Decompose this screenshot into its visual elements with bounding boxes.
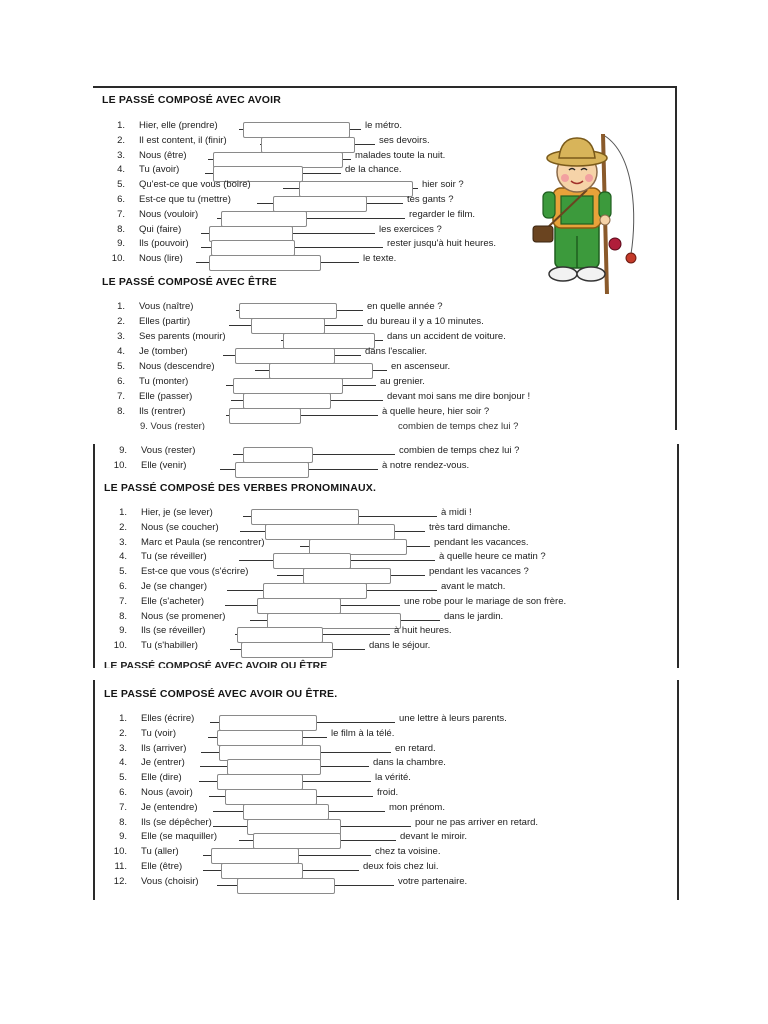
item-prompt: Tu (aller) [141,846,179,858]
item-number: 1. [119,713,127,724]
item-ending: dans la chambre. [373,757,446,769]
exercise-item [95,801,677,816]
item-ending: dans un accident de voiture. [387,331,506,342]
item-prompt: Il est content, il (finir) [139,134,227,146]
item-ending: le film à la télé. [331,727,395,739]
section-heading-etre: LE PASSÉ COMPOSÉ AVEC ÊTRE [102,276,277,288]
exercise-item [95,624,677,639]
answer-blank[interactable] [203,855,371,856]
item-prompt: Est-ce que vous (s'écrire) [141,566,249,578]
worksheet-page-3 [93,680,679,900]
answer-box[interactable] [229,408,301,424]
item-ending: le texte. [363,253,397,265]
answer-blank[interactable] [217,885,394,886]
item-number: 1. [117,301,125,312]
item-number: 1. [119,507,127,518]
exercise-item [95,860,677,875]
item-ending: à quelle heure, hier soir ? [382,406,490,417]
answer-blank[interactable] [201,752,391,753]
answer-blank[interactable] [205,173,341,174]
answer-blank[interactable] [223,355,361,356]
answer-blank[interactable] [213,826,411,827]
item-prompt: Nous (vouloir) [139,208,199,220]
exercise-item [93,300,675,315]
answer-blank[interactable] [208,737,327,738]
answer-blank[interactable] [230,649,365,650]
item-number: 9. [117,238,125,250]
item-prompt: Ses parents (mourir) [139,331,226,342]
exercise-item [95,580,677,595]
answer-blank[interactable] [260,144,375,145]
answer-blank[interactable] [196,262,359,263]
answer-blank[interactable] [243,516,437,517]
answer-blank[interactable] [225,605,400,606]
item-prompt: Elle (venir) [141,460,187,471]
item-prompt: Je (entrer) [141,757,185,769]
exercise-item [95,786,677,801]
answer-blank[interactable] [227,590,437,591]
item-number: 3. [117,149,125,161]
item-number: 9. [119,831,127,843]
answer-blank[interactable] [203,870,359,871]
item-ending: à notre rendez-vous. [382,460,470,471]
answer-blank[interactable] [240,531,425,532]
exercise-item [95,506,677,521]
item-ending: à quelle heure ce matin ? [439,551,546,563]
answer-box[interactable] [241,642,333,658]
exercise-item [95,565,677,580]
answer-blank[interactable] [213,811,385,812]
exercise-item [93,360,675,375]
exercise-item [95,875,677,890]
exercise-item [95,521,677,536]
item-ending: pendant les vacances ? [429,566,529,578]
item-prompt: Nous (se coucher) [141,521,219,533]
item-number: 3. [117,331,125,342]
answer-blank[interactable] [281,340,383,341]
item-ending: dans le jardin. [444,610,504,622]
item-ending: devant moi sans me dire bonjour ! [387,391,531,402]
exercise-item [95,816,677,831]
answer-blank[interactable] [239,129,361,130]
answer-blank[interactable] [226,385,376,386]
exercise-item [93,375,675,390]
item-ending: hier soir ? [422,179,464,191]
section-heading-avoir: LE PASSÉ COMPOSÉ AVEC AVOIR [102,94,282,106]
item-prompt: Qu'est-ce que vous (boire) [139,179,251,191]
item-prompt: Marc et Paula (se rencontrer) [141,536,265,548]
item-ending: le métro. [365,120,402,131]
item-ending: votre partenaire. [398,875,468,887]
answer-blank[interactable] [200,766,369,767]
section-heading-avoir-ou-etre: LE PASSÉ COMPOSÉ AVEC AVOIR OU ÊTRE. [104,688,338,700]
item-prompt: Nous (descendre) [139,361,215,372]
item-prompt: Est-ce que tu (mettre) [139,194,231,205]
item-ending: mon prénom. [389,801,445,813]
item-number: 4. [119,551,127,563]
answer-blank[interactable] [201,247,383,248]
item-ending: froid. [377,787,399,798]
answer-blank[interactable] [277,575,425,576]
item-prompt: Elle (dire) [141,772,182,784]
exercise-item [95,771,677,786]
exercise-item [95,830,677,845]
item-number: 3. [119,536,127,548]
item-ending: pour ne pas arriver en retard. [415,816,539,828]
item-ending: de la chance. [345,164,402,176]
item-number: 7. [119,595,127,607]
item-number: 5. [119,566,127,578]
exercise-item [95,742,677,757]
item-prompt: Tu (monter) [139,376,189,387]
exercise-item [93,330,675,345]
item-number: 8. [119,816,127,828]
item-prompt: Ils (rentrer) [139,406,186,417]
item-number: 3. [119,742,127,754]
item-number: 10. [113,640,127,652]
item-prompt: Elles (partir) [139,316,191,327]
item-prompt: Elle (passer) [139,391,193,402]
item-number: 10. [111,253,125,265]
item-ending: regarder le film. [409,208,475,220]
item-ending: combien de temps chez lui ? [399,445,520,456]
boy-fishing-icon [525,126,655,298]
item-prompt: Ils (arriver) [141,742,187,754]
item-prompt: Hier, elle (prendre) [139,120,218,131]
answer-box[interactable] [209,255,321,271]
answer-blank[interactable] [201,233,375,234]
item-prompt: Tu (avoir) [139,164,180,176]
answer-blank[interactable] [210,722,395,723]
answer-blank[interactable] [231,400,383,401]
item-number: 12. [113,875,127,887]
item-number: 2. [119,727,127,739]
answer-blank[interactable] [220,469,378,470]
item-ending: à midi ! [441,507,472,518]
exercise-item [95,536,677,551]
item-ending: très tard dimanche. [429,521,511,533]
item-number: 9. [119,625,127,637]
item-number: 6. [117,194,125,205]
item-number: 8. [117,406,125,417]
answer-box[interactable] [235,462,309,478]
item-number: 4. [117,346,125,357]
item-number: 4. [117,164,125,176]
item-ending: à huit heures. [394,625,452,637]
exercise-item [95,712,677,727]
exercise-item [95,444,677,459]
item-ending: en quelle année ? [367,301,443,312]
item-ending: avant le match. [441,581,506,592]
item-number: 10. [113,846,127,858]
item-number: 9. [119,445,127,456]
item-number: 4. [119,757,127,769]
answer-blank[interactable] [217,218,405,219]
item-prompt: Tu (s'habiller) [141,640,198,652]
item-prompt: Ils (se dépêcher) [141,816,212,828]
item-prompt: Nous (lire) [139,253,183,265]
exercise-item [95,550,677,565]
item-ending: du bureau il y a 10 minutes. [367,316,484,327]
exercise-item [93,345,675,360]
answer-blank[interactable] [233,454,395,455]
exercise-item [95,845,677,860]
exercise-item [95,595,677,610]
worksheet-page-1 [93,86,677,430]
answer-blank[interactable] [235,634,390,635]
item-prompt: Je (entendre) [141,801,198,813]
item-prompt: Ils (se réveiller) [141,625,206,637]
answer-blank[interactable] [239,560,435,561]
item-number: 10. [113,460,127,471]
section-heading-pronominaux: LE PASSÉ COMPOSÉ DES VERBES PRONOMINAUX. [104,482,377,494]
exercise-item [93,315,675,330]
exercise-item [93,405,675,420]
item-ending: rester jusqu'à huit heures. [387,238,497,250]
answer-blank[interactable] [239,840,396,841]
item-number: 1. [117,120,125,131]
item-ending: en retard. [395,742,436,754]
item-ending: une robe pour le mariage de son frère. [404,595,567,607]
item-ending: dans l'escalier. [365,346,428,357]
item-number: 7. [117,391,125,402]
item-ending: deux fois chez lui. [363,861,439,872]
exercise-item [93,390,675,405]
item-prompt: Nous (se promener) [141,610,226,622]
item-ending: ses devoirs. [379,134,430,146]
answer-blank[interactable] [199,781,371,782]
item-prompt: Tu (se réveiller) [141,551,207,563]
item-number: 2. [117,316,125,327]
answer-blank[interactable] [255,370,387,371]
item-prompt: Vous (naître) [139,301,194,312]
item-prompt: Je (tomber) [139,346,188,357]
item-ending: les exercices ? [379,223,442,235]
answer-box[interactable] [237,878,335,894]
item-number: 8. [119,610,127,622]
item-ending: la vérité. [375,772,411,784]
answer-blank[interactable] [226,415,378,416]
item-prompt: Elle (s'acheter) [141,595,205,607]
item-prompt: Elle (être) [141,861,183,872]
item-ending: chez ta voisine. [375,846,441,858]
answer-blank[interactable] [208,159,351,160]
exercise-item [95,639,677,654]
item-prompt: Nous (avoir) [141,787,193,798]
item-number: 6. [119,787,127,798]
answer-blank[interactable] [209,796,373,797]
exercise-item [95,459,677,474]
item-number: 2. [119,521,127,533]
item-number: 5. [117,179,125,191]
item-number: 6. [117,376,125,387]
cut-off-item-9: 9. Vous (rester) [140,421,205,430]
exercise-item [95,610,677,625]
item-number: 11. [114,861,127,872]
answer-blank[interactable] [300,546,430,547]
answer-blank[interactable] [229,325,363,326]
item-number: 6. [119,581,127,592]
item-number: 7. [119,801,127,813]
item-ending: dans le séjour. [369,640,431,652]
item-ending: tes gants ? [407,194,454,205]
item-prompt: Elle (se maquiller) [141,831,218,843]
cut-off-heading: LE PASSÉ COMPOSÉ AVEC AVOIR OU ÊTRE [104,660,328,668]
item-ending: en ascenseur. [391,361,451,372]
item-ending: malades toute la nuit. [355,149,446,161]
item-ending: au grenier. [380,376,425,387]
item-prompt: Elles (écrire) [141,713,195,724]
item-prompt: Vous (rester) [141,445,196,456]
answer-blank[interactable] [257,203,403,204]
item-prompt: Vous (choisir) [141,875,199,887]
item-ending: une lettre à leurs parents. [399,713,507,724]
item-ending: pendant les vacances. [434,536,529,548]
item-prompt: Tu (voir) [141,727,177,739]
answer-blank[interactable] [250,620,440,621]
exercise-item [95,727,677,742]
item-number: 5. [119,772,127,784]
cut-off-item-9-end: combien de temps chez lui ? [398,421,519,430]
item-prompt: Ils (pouvoir) [139,238,189,250]
exercise-item [95,756,677,771]
item-number: 8. [117,223,125,235]
item-ending: devant le miroir. [400,831,468,843]
item-number: 5. [117,361,125,372]
item-number: 7. [117,208,125,220]
answer-blank[interactable] [283,188,418,189]
item-prompt: Hier, je (se lever) [141,507,213,518]
item-number: 2. [117,134,125,146]
item-prompt: Je (se changer) [141,581,208,592]
item-prompt: Nous (être) [139,149,187,161]
worksheet-page-2 [93,444,679,668]
answer-blank[interactable] [236,310,363,311]
item-prompt: Qui (faire) [139,223,182,235]
